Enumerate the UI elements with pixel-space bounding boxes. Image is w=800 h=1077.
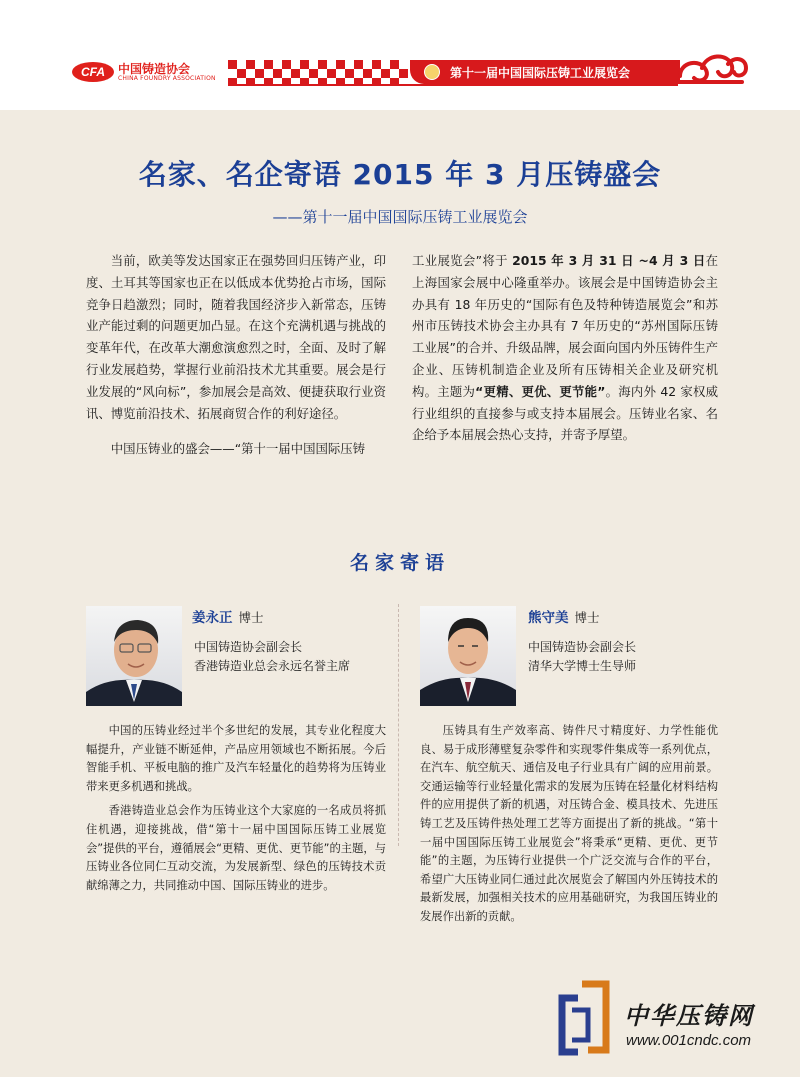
person-roles bbox=[194, 638, 350, 675]
intro-column-right bbox=[412, 250, 718, 446]
person-role: 香港铸造业总会永远名誉主席 bbox=[194, 658, 351, 673]
checker-pattern bbox=[228, 60, 428, 86]
person-degree: 博士 bbox=[238, 610, 264, 625]
intro-paragraph: 中国压铸业的盛会——“第十一届中国国际压铸 bbox=[110, 441, 366, 457]
intro-text: 在上海国家会展中心隆重举办。该展会是中国铸造协会主办具有 18 年历史的“国际有色及特种铸造展览会”和苏州市压铸技术协会主办具有 7 年历史的“苏州国际压铸工业展”的合并、升级品牌，展会面向国内外压铸件生产企业、压铸机制造企业及所有压铸相关企业及研究机构。主题为 bbox=[412, 253, 718, 399]
person-photo bbox=[86, 606, 182, 706]
person-heading bbox=[528, 606, 600, 626]
watermark-logo-icon bbox=[548, 980, 616, 1062]
header-red-line bbox=[228, 84, 678, 86]
watermark-brand: 中华压铸网 bbox=[624, 1002, 754, 1030]
person-heading bbox=[192, 606, 264, 626]
intro-text: 工业展览会”将于 bbox=[412, 253, 513, 268]
person-photo bbox=[420, 606, 516, 706]
person-message bbox=[420, 722, 718, 927]
section-title: 名家寄语 bbox=[349, 552, 450, 574]
site-watermark bbox=[548, 980, 800, 1077]
person-role: 中国铸造协会副会长 bbox=[528, 640, 637, 654]
expo-date: 2015 年 3 月 31 日 ~4 月 3 日 bbox=[512, 253, 706, 268]
cfa-logo-mark: CFA bbox=[72, 62, 114, 82]
logo-en-name: CHINA FOUNDRY ASSOCIATION bbox=[118, 75, 216, 82]
person-name: 姜永正 bbox=[192, 610, 233, 626]
person-name: 熊守美 bbox=[528, 610, 569, 626]
person-roles bbox=[528, 638, 636, 675]
emblem-icon bbox=[424, 64, 440, 80]
auspicious-cloud-icon bbox=[672, 46, 752, 92]
person-role: 清华大学博士生导师 bbox=[528, 658, 637, 673]
watermark-url: www.001cndc.com bbox=[626, 1032, 752, 1049]
expo-theme: “更精、更优、更节能” bbox=[475, 383, 606, 399]
page-title: 名家、名企寄语 2015 年 3 月压铸盛会 bbox=[138, 158, 662, 191]
message-paragraph: 压铸具有生产效率高、铸件尺寸精度好、力学性能优良、易于成形薄壁复杂零件和实现零件集成等一系列优点，在汽车、航空航天、通信及电子行业具有广阔的应用前景。交通运输等行业轻量化需求的发展为压铸在轻量化材料结构件的应用提供了新的机遇，对压铸合金、模具技术、先进压铸工艺及压铸件热处理工艺等方面提出了新的挑战。“第十一届中国国际压铸工业展览会”将秉承“更精、更优、更节能”的主题，为压铸行业提供一个广泛交流与合作的平台，希望广大压铸业同仁通过此次展览会了解国内外压铸技术的最新发展，加强相关技术的应用基础研究，为我国压铸业的发展作出新的贡献。 bbox=[420, 724, 718, 923]
column-divider bbox=[398, 604, 399, 846]
person-degree: 博士 bbox=[574, 610, 600, 625]
message-paragraph: 中国的压铸业经过半个多世纪的发展，其专业化程度大幅提升，产业链不断延伸，产品应用领域也不断拓展。今后智能手机、平板电脑的推广及汽车轻量化的趋势将为压铸业带来更多机遇和挑战。 bbox=[86, 724, 386, 793]
person-message bbox=[86, 722, 386, 895]
banner-title: 第十一届中国国际压铸工业展览会 bbox=[450, 66, 631, 80]
expo-banner bbox=[410, 60, 680, 84]
logo-cn-name: 中国铸造协会 bbox=[118, 62, 191, 76]
person-role: 中国铸造协会副会长 bbox=[194, 640, 303, 654]
intro-column-left bbox=[86, 250, 386, 460]
intro-text: 。海内外 42 家权威行业组织的直接参与或支持本届展会。压铸业名家、名企给予本届展会热心支持，并寄予厚望。 bbox=[412, 383, 718, 443]
page-header bbox=[0, 0, 800, 110]
page-subtitle: ——第十一届中国国际压铸工业展览会 bbox=[272, 208, 528, 226]
intro-paragraph-continued bbox=[412, 250, 718, 446]
message-paragraph: 香港铸造业总会作为压铸业这个大家庭的一名成员将抓住机遇，迎接挑战，借“第十一届中国国际压铸工业展览会”提供的平台，遵循展会“更精、更优、更节能”的主题，与压铸业各位同仁互动交流，为发展新型、绿色的压铸技术贡献绵薄之力，共同推动中国、国际压铸业的进步。 bbox=[86, 804, 386, 892]
intro-paragraph: 当前，欧美等发达国家正在强势回归压铸产业，印度、土耳其等国家也正在以低成本优势抢占市场，国际竞争日趋激烈；同时，随着我国经济步入新常态，压铸业产能过剩的问题更加凸显。在这个充满机遇与挑战的变革年代，在改革大潮愈演愈烈之时，全面、及时了解行业发展趋势，掌握行业前沿技术尤其重要。展会是行业发展的“风向标”，参加展会是高效、便捷获取行业资讯、博览前沿技术、拓展商贸合作的利好途径。 bbox=[86, 253, 386, 421]
cfa-logo bbox=[72, 60, 232, 86]
